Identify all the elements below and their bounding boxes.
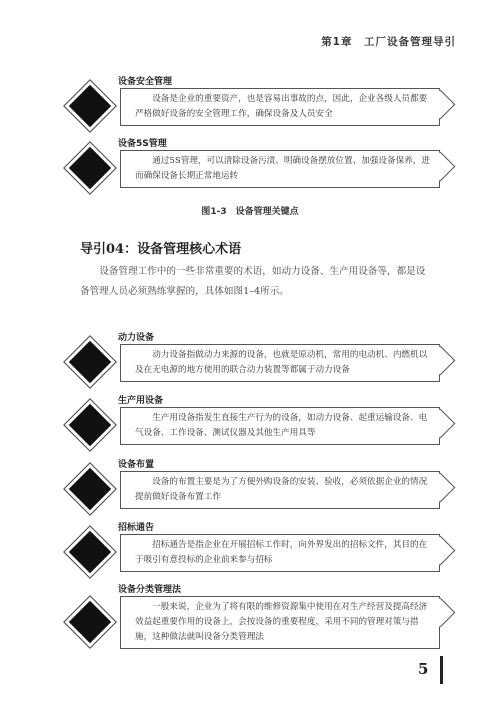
body-paragraph: 设备管理工作中的一些非常重要的术语，如动力设备、生产用设备等，都是设备管理人员必须熟练掌握的，具体如图1–4所示。 — [80, 266, 426, 297]
diamond-bullet-icon — [65, 597, 116, 648]
item-title: 设备分类管理法 — [118, 585, 182, 595]
item-box — [120, 534, 440, 572]
term-item — [72, 457, 432, 521]
running-head: 第1章 工厂设备管理导引 — [321, 36, 456, 48]
diamond-bullet-icon — [65, 400, 116, 451]
key-point-item — [72, 74, 432, 138]
item-text: 一般来说，企业为了将有限的维修资源集中使用在对生产经营及提高经济效益起重要作用的设备上，会按设备的重要程度，采用不同的管理对策与措施，这种做法就叫设备分类管理法 — [135, 602, 428, 642]
section-heading: 导引04：设备管理核心术语 — [80, 242, 242, 257]
item-box — [120, 471, 440, 509]
term-item — [72, 582, 432, 646]
key-point-item — [72, 136, 432, 200]
item-text: 通过5S管理，可以清除设备污渍、明确设备摆放位置、加强设备保养，进而确保设备长期正常地运转 — [135, 156, 430, 181]
item-text: 设备的布置主要是为了方便外购设备的安装、验收，必须依据企业的情况提前做好设备布置工作 — [135, 477, 428, 502]
item-box — [120, 596, 440, 649]
item-text: 生产用设备指发生直接生产行为的设备，如动力设备、起重运输设备、电气设备、工作设备、测试仪器及其他生产用具等 — [135, 413, 428, 438]
term-item — [72, 520, 432, 584]
term-item — [72, 330, 432, 394]
term-item — [72, 393, 432, 457]
item-title: 招标通告 — [118, 523, 155, 533]
diamond-bullet-icon — [65, 81, 116, 132]
item-title: 设备5S管理 — [118, 139, 167, 149]
item-title: 生产用设备 — [118, 396, 164, 406]
diamond-bullet-icon — [65, 527, 116, 578]
page-number: 5 — [418, 660, 429, 678]
page-number-rule — [440, 656, 443, 684]
item-text: 设备是企业的重要资产，也是容易出事故的点，因此，企业各级人员都要严格做好设备的安全管理工作，确保设备及人员安全 — [135, 94, 428, 119]
item-text: 动力设备指做动力来源的设备，也就是原动机，常用的电动机、内燃机以及在无电源的地方使用的联合动力装置等都属于动力设备 — [135, 350, 428, 375]
diamond-bullet-icon — [65, 464, 116, 515]
diamond-bullet-icon — [65, 143, 116, 194]
item-title: 设备布置 — [118, 460, 155, 470]
item-box — [120, 344, 440, 382]
item-title: 动力设备 — [118, 333, 155, 343]
diamond-bullet-icon — [65, 337, 116, 388]
item-box — [120, 407, 440, 445]
item-box — [120, 88, 440, 126]
item-text: 招标通告是指企业在开展招标工作时，向外界发出的招标文件，其目的在于吸引有意投标的企业前来参与招标 — [135, 540, 428, 565]
item-box — [120, 150, 440, 188]
item-title: 设备安全管理 — [118, 77, 173, 87]
figure-caption: 图1-3 设备管理关键点 — [201, 207, 299, 217]
